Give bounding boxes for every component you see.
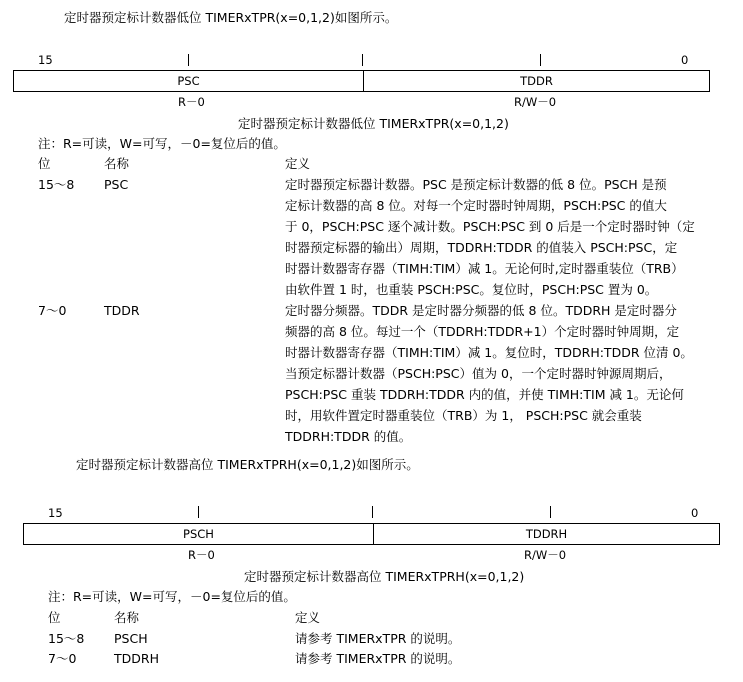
row-bit: 15～8 <box>48 631 85 646</box>
header-bit: 位 <box>38 156 51 171</box>
definition-line: PSCH:PSC 重装 TDDRH:TDDR 内的值，并使 TIMH:TIM 减 1。无论何 <box>285 387 684 402</box>
definition-line: 于 0，PSCH:PSC 逐个减计数。PSCH:PSC 到 0 后是一个定时器时钟（定 <box>285 219 695 234</box>
row-definition: 请参考 TIMERxTPR 的说明。 <box>295 631 461 646</box>
row-bit: 15～8 <box>38 177 75 192</box>
section2-intro: 定时器预定标计数器高位 TIMERxTPRH(x=0,1,2)如图所示。 <box>76 457 419 472</box>
header-definition: 定义 <box>295 610 321 625</box>
row-name: PSC <box>104 177 129 192</box>
definition-line: 由软件置 1 时，也重装 PSCH:PSC。复位时，PSCH:PSC 置为 0。 <box>285 282 658 297</box>
definition-line: 当预定标器计数器（PSCH:PSC）值为 0，一个定时器时钟源周期后， <box>285 366 672 381</box>
bit-tick-right <box>540 54 541 66</box>
bit-tick-mid <box>362 54 363 66</box>
access-tddrh: R/W－0 <box>524 548 567 562</box>
header-name: 名称 <box>114 610 140 625</box>
row-bit: 7～0 <box>48 651 77 666</box>
definition-line: TDDRH:TDDR 的值。 <box>285 429 412 444</box>
bit-number-15: 15 <box>48 506 63 520</box>
access-tddr: R/W－0 <box>514 95 557 109</box>
section1-intro: 定时器预定标计数器低位 TIMERxTPR(x=0,1,2)如图所示。 <box>64 10 398 25</box>
field-psc: PSC <box>177 74 200 88</box>
definition-line: 频器的高 8 位。每过一个（TDDRH:TDDR+1）个定时器时钟周期，定 <box>285 324 680 339</box>
header-bit: 位 <box>48 610 61 625</box>
definition-line: 时器计数器寄存器（TIMH:TIM）减 1。复位时，TDDRH:TDDR 位清 0。 <box>285 345 693 360</box>
access-psc: R－0 <box>178 95 205 109</box>
access-psch: R－0 <box>188 548 215 562</box>
bit-tick-right <box>550 506 551 518</box>
field-tddrh: TDDRH <box>525 527 568 541</box>
row-name: TDDR <box>104 303 140 318</box>
definition-line: 时，用软件置定时器重装位（TRB）为 1， PSCH:PSC 就会重装 <box>285 408 642 423</box>
field-tddr: TDDR <box>520 74 553 88</box>
header-name: 名称 <box>104 156 130 171</box>
row-bit: 7～0 <box>38 303 67 318</box>
definition-line: 定时器预定标器计数器。PSC 是预定标计数器的低 8 位。PSCH 是预 <box>285 177 667 192</box>
row-name: PSCH <box>114 631 148 646</box>
header-definition: 定义 <box>285 156 311 171</box>
register-diagram-tprh <box>23 523 720 545</box>
figure-caption-tpr: 定时器预定标计数器低位 TIMERxTPR(x=0,1,2) <box>238 116 509 131</box>
definition-line: 定标计数器的高 8 位。对每一个定时器时钟周期，PSCH:PSC 的值大 <box>285 198 667 213</box>
bit-number-0: 0 <box>691 506 699 520</box>
row-definition <box>285 174 698 300</box>
bit-tick-left <box>198 506 199 518</box>
figure-caption-tprh: 定时器预定标计数器高位 TIMERxTPRH(x=0,1,2) <box>244 569 525 584</box>
row-definition: 请参考 TIMERxTPR 的说明。 <box>295 651 461 666</box>
access-note: 注：R=可读，W=可写，－0=复位后的值。 <box>48 589 296 604</box>
access-note: 注：R=可读，W=可写，－0=复位后的值。 <box>38 136 286 151</box>
bit-number-15: 15 <box>38 53 53 67</box>
bit-number-0: 0 <box>681 53 689 67</box>
definition-line: 时器预定标器的输出）周期，TDDRH:TDDR 的值装入 PSCH:PSC，定 <box>285 240 678 255</box>
register-diagram-tpr <box>13 70 710 92</box>
field-psch: PSCH <box>183 527 214 541</box>
bit-tick-left <box>188 54 189 66</box>
row-definition <box>285 300 698 447</box>
definition-line: 定时器分频器。TDDR 是定时器分频器的低 8 位。TDDRH 是定时器分 <box>285 303 677 318</box>
row-name: TDDRH <box>114 651 159 666</box>
bit-tick-mid <box>372 506 373 518</box>
definition-line: 时器计数器寄存器（TIMH:TIM）减 1。无论何时,定时器重装位（TRB） <box>285 261 684 276</box>
